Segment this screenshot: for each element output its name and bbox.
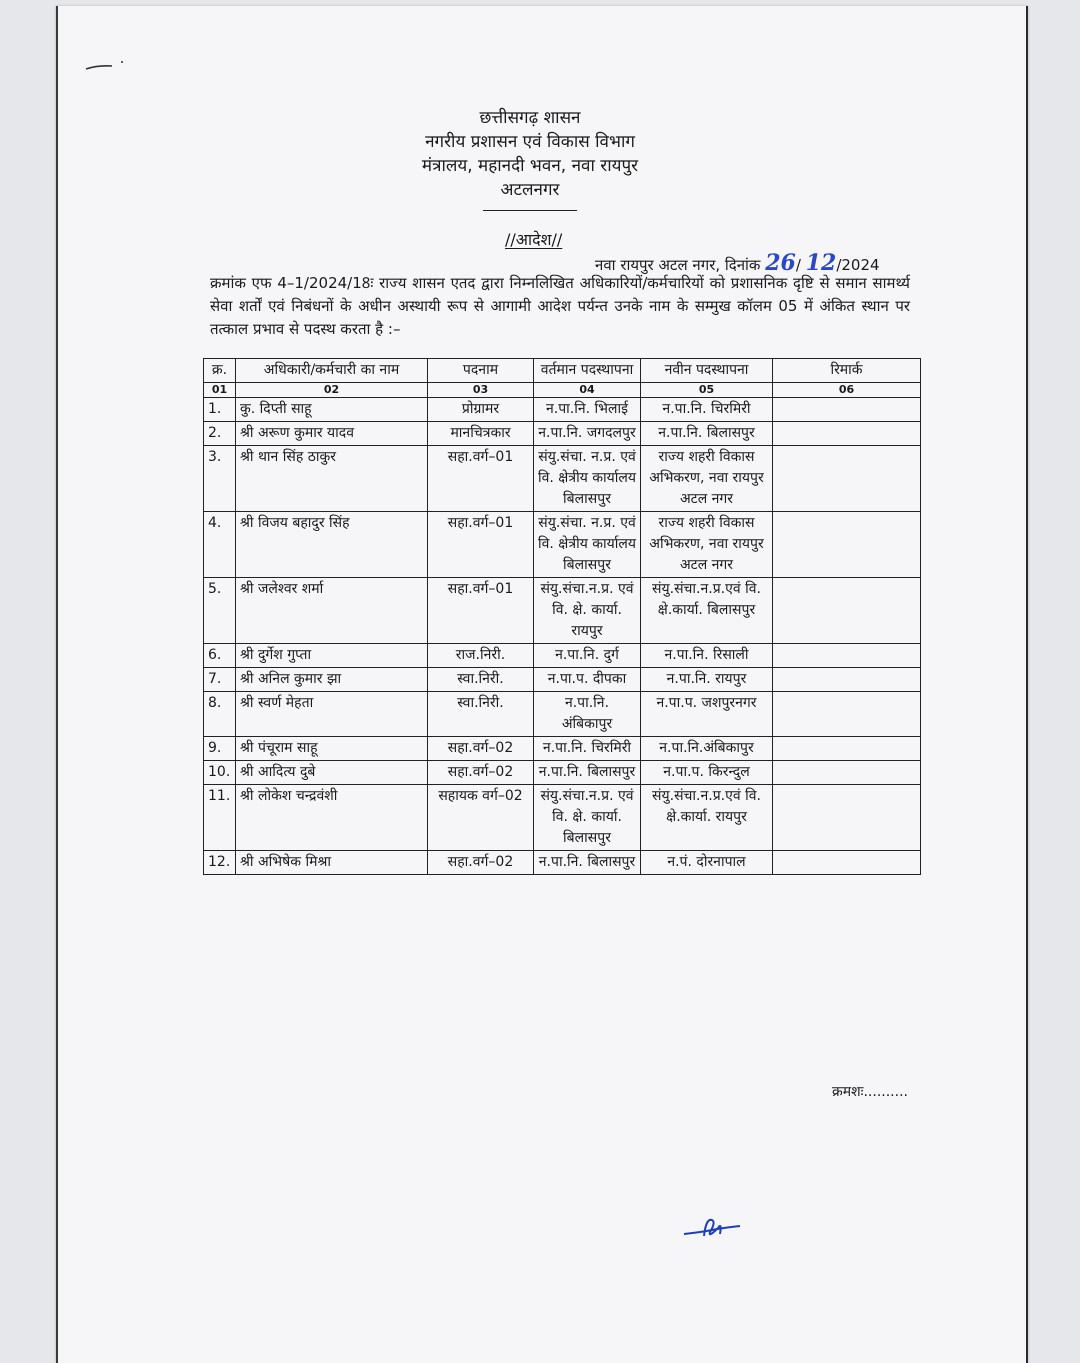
letterhead: [330, 106, 730, 211]
cell-current-posting: न.पा.नि. चिरमिरी: [534, 737, 641, 761]
cell-serial: 4.: [204, 512, 236, 578]
column-number: 02: [236, 383, 428, 398]
cell-new-posting: राज्य शहरी विकास अभिकरण, नवा रायपुर अटल नगर: [641, 512, 773, 578]
table-body: [204, 398, 921, 875]
header-current-posting: वर्तमान पदस्थापना: [534, 359, 641, 383]
table-row: [204, 446, 921, 512]
cell-designation: राज.निरी.: [428, 644, 534, 668]
date-place-prefix: नवा रायपुर अटल नगर, दिनांक: [595, 256, 761, 274]
cell-designation: मानचित्रकार: [428, 422, 534, 446]
cell-designation: सहा.वर्ग–01: [428, 578, 534, 644]
cell-new-posting: न.पा.नि. चिरमिरी: [641, 398, 773, 422]
cell-designation: सहा.वर्ग–02: [428, 851, 534, 875]
cell-designation: स्वा.निरी.: [428, 692, 534, 737]
cell-remark: [773, 737, 921, 761]
order-label: //आदेश//: [505, 230, 563, 249]
table-row: [204, 512, 921, 578]
cell-name: श्री विजय बहादुर सिंह: [236, 512, 428, 578]
header-name: अधिकारी/कर्मचारी का नाम: [236, 359, 428, 383]
cell-name: श्री स्वर्ण मेहता: [236, 692, 428, 737]
cell-current-posting: संयु.संचा. न.प्र. एवं वि. क्षेत्रीय कार्यालय बिलासपुर: [534, 446, 641, 512]
table-row: [204, 692, 921, 737]
cell-new-posting: न.पा.प. किरन्दुल: [641, 761, 773, 785]
cell-name: श्री पंचूराम साहू: [236, 737, 428, 761]
cell-new-posting: न.पा.नि. बिलासपुर: [641, 422, 773, 446]
continued-label: क्रमशः..........: [832, 1084, 908, 1100]
cell-new-posting: न.पा.प. जशपुरनगर: [641, 692, 773, 737]
table-row: [204, 785, 921, 851]
cell-name: श्री अभिषेक मिश्रा: [236, 851, 428, 875]
cell-name: कु. दिप्ती साहू: [236, 398, 428, 422]
table-row: [204, 644, 921, 668]
table-row: [204, 398, 921, 422]
office-address: मंत्रालय, महानदी भवन, नवा रायपुर: [421, 156, 639, 176]
cell-serial: 10.: [204, 761, 236, 785]
cell-serial: 12.: [204, 851, 236, 875]
cell-new-posting: न.पा.नि. रिसाली: [641, 644, 773, 668]
cell-new-posting: राज्य शहरी विकास अभिकरण, नवा रायपुर अटल नगर: [641, 446, 773, 512]
cell-serial: 9.: [204, 737, 236, 761]
cell-serial: 8.: [204, 692, 236, 737]
cell-current-posting: न.पा.प. दीपका: [534, 668, 641, 692]
header-underline: [483, 210, 577, 211]
cell-remark: [773, 851, 921, 875]
table-row: [204, 737, 921, 761]
cell-remark: [773, 761, 921, 785]
column-number: 06: [773, 383, 921, 398]
cell-name: श्री अनिल कुमार झा: [236, 668, 428, 692]
cell-name: श्री दुर्गेश गुप्ता: [236, 644, 428, 668]
cell-new-posting: न.पं. दोरनापाल: [641, 851, 773, 875]
date-month: 12: [805, 250, 837, 276]
cell-remark: [773, 398, 921, 422]
cell-current-posting: न.पा.नि. बिलासपुर: [534, 851, 641, 875]
government-name: छत्तीसगढ़ शासन: [479, 108, 581, 128]
cell-remark: [773, 644, 921, 668]
cell-designation: सहायक वर्ग–02: [428, 785, 534, 851]
table-row: [204, 578, 921, 644]
cell-serial: 3.: [204, 446, 236, 512]
cell-serial: 11.: [204, 785, 236, 851]
table-row: [204, 851, 921, 875]
cell-remark: [773, 578, 921, 644]
cell-name: श्री लोकेश चन्द्रवंशी: [236, 785, 428, 851]
transfer-table: [203, 358, 921, 875]
cell-designation: सहा.वर्ग–02: [428, 737, 534, 761]
cell-name: श्री आदित्य दुबे: [236, 761, 428, 785]
column-number-row: [204, 383, 921, 398]
city-name: अटलनगर: [500, 180, 560, 200]
cell-designation: सहा.वर्ग–01: [428, 512, 534, 578]
cell-current-posting: न.पा.नि. बिलासपुर: [534, 761, 641, 785]
cell-new-posting: संयु.संचा.न.प्र.एवं वि. क्षे.कार्या. बिलासपुर: [641, 578, 773, 644]
order-body-paragraph: क्रमांक एफ 4–1/2024/18ः राज्य शासन एतद द्वारा निम्नलिखित अधिकारियों/कर्मचारियों को प्रशासनिक दृष्टि से समान सामर्थ्य सेवा शर्तों एवं निबंधनों के अधीन अस्थायी रूप से आगामी आदेश पर्यन्त उनके नाम के सम्मुख कॉलम 05 में अंकित स्थान पर तत्काल प्रभाव से पदस्थ करता है :–: [210, 274, 910, 338]
cell-name: श्री जलेश्वर शर्मा: [236, 578, 428, 644]
cell-serial: 1.: [204, 398, 236, 422]
cell-current-posting: न.पा.नि. भिलाई: [534, 398, 641, 422]
cell-remark: [773, 668, 921, 692]
department-name: नगरीय प्रशासन एवं विकास विभाग: [425, 132, 635, 152]
signature-scribble: [682, 1210, 746, 1248]
header-serial: क्र.: [204, 359, 236, 383]
cell-designation: सहा.वर्ग–02: [428, 761, 534, 785]
cell-remark: [773, 785, 921, 851]
table-row: [204, 761, 921, 785]
table-header-row: [204, 359, 921, 383]
table-row: [204, 422, 921, 446]
header-new-posting: नवीन पदस्थापना: [641, 359, 773, 383]
column-number: 03: [428, 383, 534, 398]
cell-serial: 7.: [204, 668, 236, 692]
cell-remark: [773, 422, 921, 446]
header-remark: रिमार्क: [773, 359, 921, 383]
date-line: नवा रायपुर अटल नगर, दिनांक 26/ 12/2024: [595, 250, 880, 276]
cell-new-posting: संयु.संचा.न.प्र.एवं वि. क्षे.कार्या. रायपुर: [641, 785, 773, 851]
cell-serial: 6.: [204, 644, 236, 668]
cell-current-posting: संयु.संचा. न.प्र. एवं वि. क्षेत्रीय कार्यालय बिलासपुर: [534, 512, 641, 578]
cell-current-posting: न.पा.नि. दुर्ग: [534, 644, 641, 668]
cell-name: श्री अरूण कुमार यादव: [236, 422, 428, 446]
column-number: 05: [641, 383, 773, 398]
cell-designation: स्वा.निरी.: [428, 668, 534, 692]
cell-remark: [773, 446, 921, 512]
cell-designation: प्रोग्रामर: [428, 398, 534, 422]
cell-current-posting: संयु.संचा.न.प्र. एवं वि. क्षे. कार्या. रायपुर: [534, 578, 641, 644]
cell-designation: सहा.वर्ग–01: [428, 446, 534, 512]
cell-current-posting: न.पा.नि. अंबिकापुर: [534, 692, 641, 737]
stray-pen-mark: [84, 60, 124, 72]
cell-new-posting: न.पा.नि.अंबिकापुर: [641, 737, 773, 761]
header-designation: पदनाम: [428, 359, 534, 383]
column-number: 01: [204, 383, 236, 398]
cell-remark: [773, 692, 921, 737]
table-row: [204, 668, 921, 692]
cell-current-posting: न.पा.नि. जगदलपुर: [534, 422, 641, 446]
cell-current-posting: संयु.संचा.न.प्र. एवं वि. क्षे. कार्या. बिलासपुर: [534, 785, 641, 851]
column-number: 04: [534, 383, 641, 398]
date-day: 26: [765, 250, 796, 276]
date-year: 2024: [841, 256, 880, 274]
cell-remark: [773, 512, 921, 578]
cell-serial: 2.: [204, 422, 236, 446]
cell-serial: 5.: [204, 578, 236, 644]
cell-new-posting: न.पा.नि. रायपुर: [641, 668, 773, 692]
cell-name: श्री थान सिंह ठाकुर: [236, 446, 428, 512]
